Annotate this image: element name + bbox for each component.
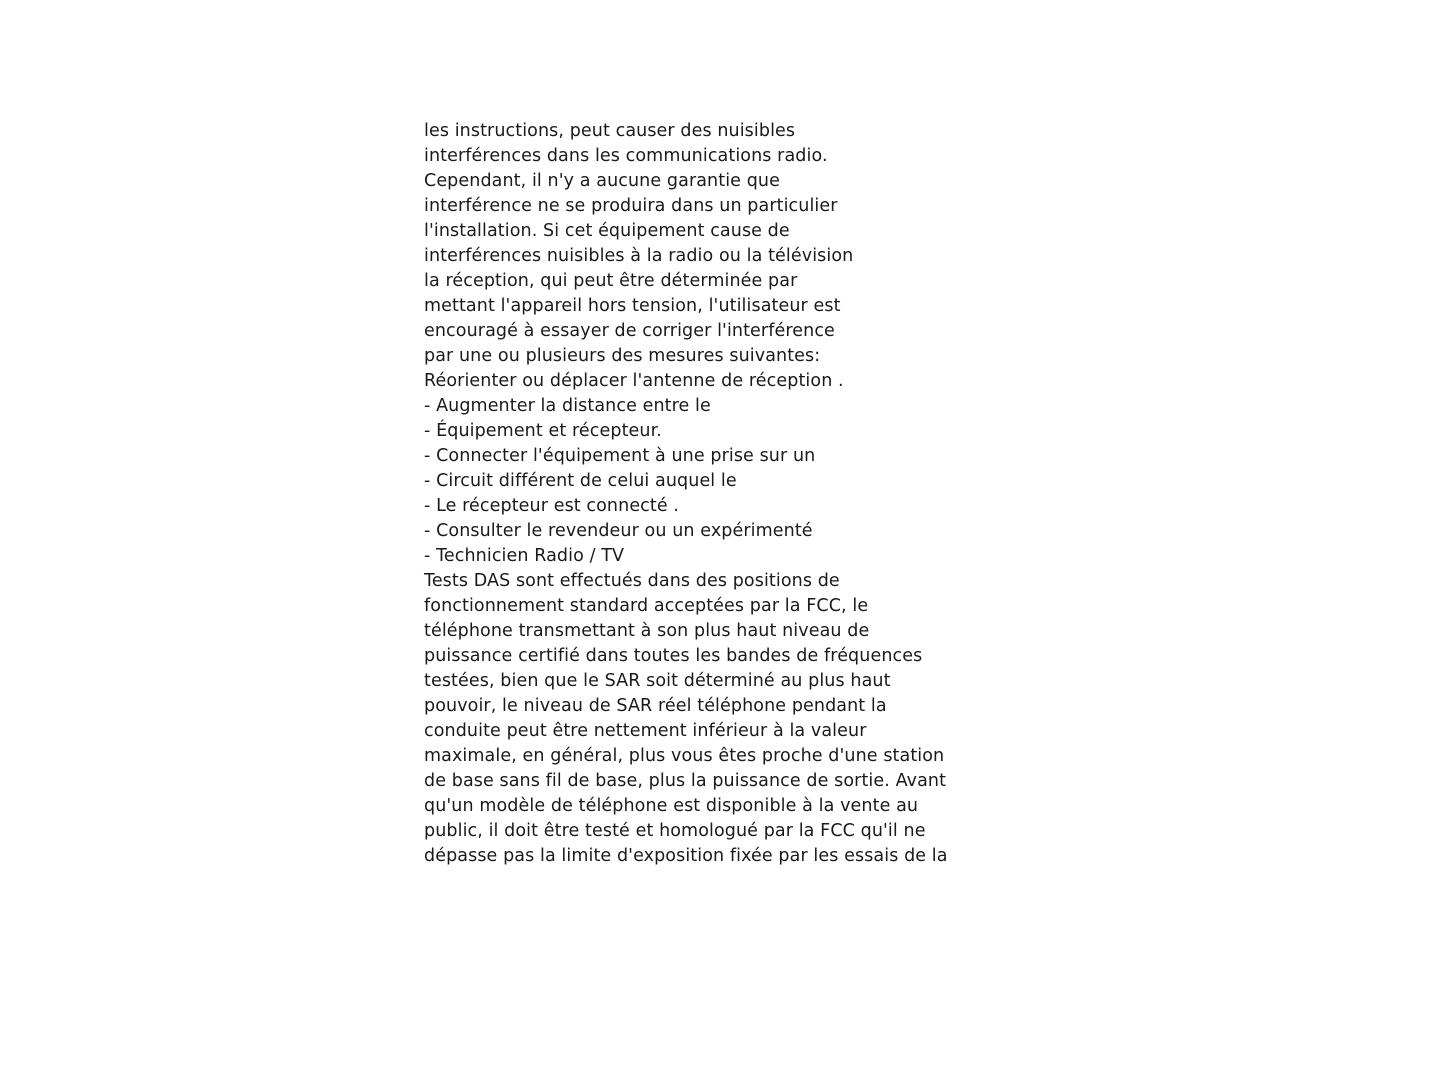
- text-line: Cependant, il n'y a aucune garantie que: [424, 171, 780, 191]
- text-line: interférence ne se produira dans un particulier: [424, 196, 838, 216]
- text-line: mettant l'appareil hors tension, l'utilisateur est: [424, 296, 841, 316]
- list-item: - Augmenter la distance entre le: [424, 396, 711, 416]
- text-line: maximale, en général, plus vous êtes proche d'une station: [424, 746, 945, 766]
- list-item: - Le récepteur est connecté .: [424, 496, 680, 516]
- text-line: encouragé à essayer de corriger l'interférence: [424, 321, 835, 341]
- text-line: Réorienter ou déplacer l'antenne de réception .: [424, 371, 844, 391]
- list-item: - Équipement et récepteur.: [424, 421, 662, 441]
- text-line: de base sans fil de base, plus la puissance de sortie. Avant: [424, 771, 947, 791]
- list-item: - Connecter l'équipement à une prise sur un: [424, 446, 816, 466]
- text-line: puissance certifié dans toutes les bandes de fréquences: [424, 646, 923, 666]
- text-line: l'installation. Si cet équipement cause de: [424, 221, 790, 241]
- text-line: pouvoir, le niveau de SAR réel téléphone pendant la: [424, 696, 887, 716]
- text-line: les instructions, peut causer des nuisibles: [424, 121, 796, 141]
- text-line: conduite peut être nettement inférieur à la valeur: [424, 721, 867, 741]
- text-line: la réception, qui peut être déterminée par: [424, 271, 798, 291]
- text-line: qu'un modèle de téléphone est disponible à la vente au: [424, 796, 919, 816]
- list-item: - Technicien Radio / TV: [424, 546, 625, 566]
- body-text: [424, 119, 1024, 869]
- text-line: fonctionnement standard acceptées par la FCC, le: [424, 596, 869, 616]
- text-line: Tests DAS sont effectués dans des positions de: [424, 571, 840, 591]
- text-line: par une ou plusieurs des mesures suivantes:: [424, 346, 821, 366]
- text-line: public, il doit être testé et homologué par la FCC qu'il ne: [424, 821, 926, 841]
- text-line: dépasse pas la limite d'exposition fixée par les essais de la: [424, 846, 948, 866]
- list-item: - Consulter le revendeur ou un expérimenté: [424, 521, 813, 541]
- list-item: - Circuit différent de celui auquel le: [424, 471, 737, 491]
- text-line: interférences nuisibles à la radio ou la télévision: [424, 246, 854, 266]
- text-line: téléphone transmettant à son plus haut niveau de: [424, 621, 870, 641]
- text-line: interférences dans les communications radio.: [424, 146, 828, 166]
- text-line: testées, bien que le SAR soit déterminé au plus haut: [424, 671, 891, 691]
